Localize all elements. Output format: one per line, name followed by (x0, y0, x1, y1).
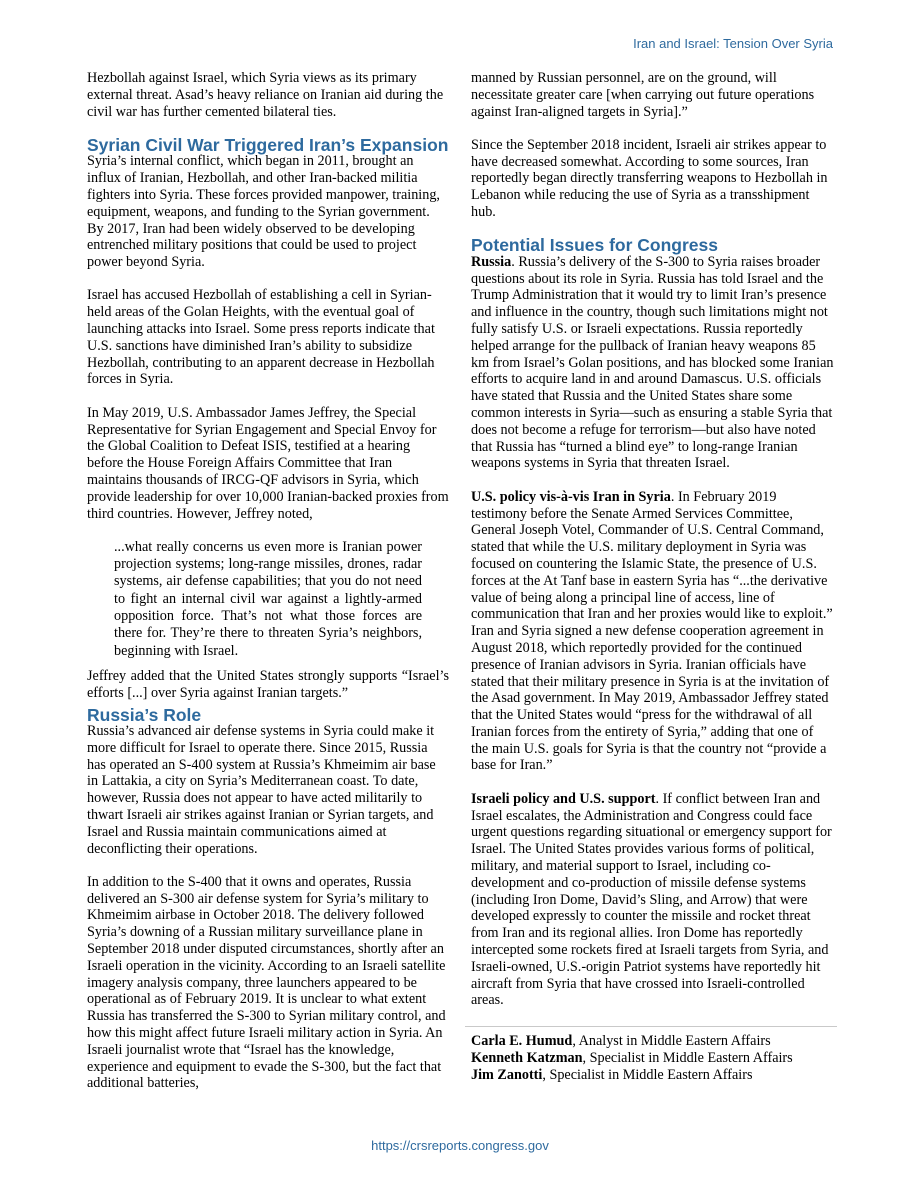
civil-war-paragraph-1: Syria’s internal conflict, which began in 2011, brought an influx of Iranian, Hezbollah, and other Iran-backed militia fighters into Syria. These forces provided manpower, training, equipment, weapons, and funding to the Syrian government. By 2017, Iran had been widely observed to be developing entrenched military positions that could be used to project power beyond Syria. (87, 153, 440, 271)
author-divider (465, 1026, 837, 1027)
civil-war-paragraph-4: Jeffrey added that the United States strongly supports “Israel’s efforts [...] over Syria against Iranian targets.” (87, 667, 449, 701)
author-role: , Specialist in Middle Eastern Affairs (542, 1066, 753, 1083)
footer-url[interactable]: https://crsreports.congress.gov (371, 1138, 549, 1153)
author-name: Kenneth Katzman (471, 1049, 583, 1066)
author-name: Jim Zanotti (471, 1066, 543, 1083)
running-header: Iran and Israel: Tension Over Syria (633, 36, 833, 51)
right-column (471, 70, 834, 1084)
policy-issue-text: . In February 2019 testimony before the Senate Armed Services Committee, General Joseph Votel, Commander of U.S. Central Command, stated that while the U.S. military deployment in Syria was focused on countering the Islamic State, the presence of U.S. forces at the At Tanf base in eastern Syria has “...the derivative value of being along a principal line of access, line of communication that Iran and her proxies would like to exploit.” Iran and Syria signed a new defense cooperation agreement in August 2018, which reportedly provided for the continued presence of Iranian advisors in Syria. Iranian officials have stated that their military presence in Syria is at the invitation of the Asad government. In May 2019, Ambassador Jeffrey stated that the United States would “press for the withdrawal of all Iranian forces from the entirety of Syria,” adding that one of the main U.S. goals for Syria is that the country not “provide a base for Iran.” (471, 488, 833, 774)
author-name: Carla E. Humud (471, 1032, 573, 1049)
author-role: , Specialist in Middle Eastern Affairs (582, 1049, 793, 1066)
author-role: , Analyst in Middle Eastern Affairs (572, 1032, 771, 1049)
russia-issue-text: . Russia’s delivery of the S-300 to Syria raises broader questions about its role in Syria. Russia has told Israel and the Trump Administration that it would try to limit Iran’s presence and influence in the country, though such limitations might not fully satisfy U.S. or Israeli expectations. Russia reportedly helped arrange for the pullback of Iranian heavy weapons 85 km from Israel’s Golan positions, and has blocked some Iranian efforts to acquire land in and around Damascus. U.S. officials have stated that Russia and the United States share some common interests in Syria—such as ensuring a stable Syria that does not become a refuge for terrorism—but also have noted that Russia has “turned a blind eye” to long-range Iranian weapons systems in Syria that threaten Israel. (471, 253, 834, 472)
continued-paragraph: manned by Russian personnel, are on the ground, will necessitate greater care [when carrying out future operations against Iran-aligned targets in Syria].” (471, 70, 815, 120)
since-incident-paragraph: Since the September 2018 incident, Israeli air strikes appear to have decreased somewhat. According to some sources, Iran reportedly began directly transferring weapons to Hezbollah in Lebanon while reducing the use of Syria as a transshipment hub. (471, 136, 828, 221)
left-column (87, 70, 449, 1109)
israeli-issue-lead: Israeli policy and U.S. support (471, 790, 656, 807)
civil-war-paragraph-3: In May 2019, U.S. Ambassador James Jeffrey, the Special Representative for Syrian Engagement and Special Envoy for the Global Coalition to Defeat ISIS, testified at a hearing before the House Foreign Affairs Committee that Iran maintains thousands of IRCG-QF advisors in Syria, which provide leadership for over 10,000 Iranian-backed proxies from third countries. However, Jeffrey noted, (87, 404, 449, 522)
policy-issue-lead: U.S. policy vis-à-vis Iran in Syria (471, 488, 671, 505)
russia-paragraph-2: In addition to the S-400 that it owns and operates, Russia delivered an S-300 air defense system for Syria’s military to Khmeimim airbase in October 2018. The delivery followed Syria’s downing of a Russian military surveillance plane in September 2018 under disputed circumstances, shortly after an Israeli operation in the vicinity. According to an Israeli satellite imagery analysis company, three launchers appeared to be operational as of February 2019. It is unclear to what extent Russia has transferred the S-300 to Syrian military control, and how this might affect future Israeli military action in Syria. An Israeli journalist wrote that “Israel has the knowledge, experience and equipment to evade the S-300, but the fact that additional batteries, (87, 873, 446, 1092)
civil-war-paragraph-2: Israel has accused Hezbollah of establishing a cell in Syrian-held areas of the Golan Heights, with the eventual goal of launching attacks into Israel. Some press reports indicate that U.S. sanctions have diminished Iran’s ability to subsidize Hezbollah, contributing to an apparent decrease in Hezbollah forces in Syria. (87, 287, 435, 388)
russia-issue-paragraph (471, 254, 834, 472)
policy-issue-paragraph (471, 489, 834, 775)
author-line (471, 1033, 834, 1050)
russia-issue-lead: Russia (471, 253, 512, 270)
heading-russia-role: Russia’s Role (87, 704, 202, 725)
author-line (471, 1067, 834, 1084)
heading-congress-issues: Potential Issues for Congress (471, 235, 719, 256)
heading-civil-war: Syrian Civil War Triggered Iran’s Expansion (87, 134, 449, 155)
russia-paragraph-1: Russia’s advanced air defense systems in Syria could make it more difficult for Israel to operate there. Since 2015, Russia has operated an S-400 system at Russia’s Khmeimim air base in Lattakia, a city on Syria’s Mediterranean coast. To date, however, Russia does not appear to have acted militarily to thwart Israeli air strikes against Iranian or Syrian targets, and Israel and Russia maintain communications aimed at deconflicting their operations. (87, 723, 436, 857)
author-line (471, 1050, 834, 1067)
israeli-issue-paragraph (471, 791, 834, 1009)
intro-paragraph: Hezbollah against Israel, which Syria views as its primary external threat. Asad’s heavy reliance on Iranian aid during the civil war has further cemented bilateral ties. (87, 70, 444, 120)
israeli-issue-text: . If conflict between Iran and Israel escalates, the Administration and Congress could face urgent questions regarding situational or emergency support for Israel. The United States provides various forms of political, military, and material support to Israel, including co-development and co-production of missile defense systems (including Iron Dome, David’s Sling, and Arrow) that were developed expressly to counter the missile and rocket threat from Iran and its regional allies. Iron Dome has reportedly intercepted some rockets fired at Israeli targets from Syria, and Israeli-owned, U.S.-origin Patriot systems have reportedly hit aircraft from Syria that have crossed into Israeli-controlled areas. (471, 790, 832, 1009)
jeffrey-quote: ...what really concerns us even more is Iranian power projection systems; long-range missiles, drones, radar systems, air defense capabilities; that you do not need to fight an internal civil war against a lightly-armed opposition force. That’s not what those forces are there for. They’re there to threaten Syria’s neighbors, beginning with Israel. (114, 538, 422, 659)
